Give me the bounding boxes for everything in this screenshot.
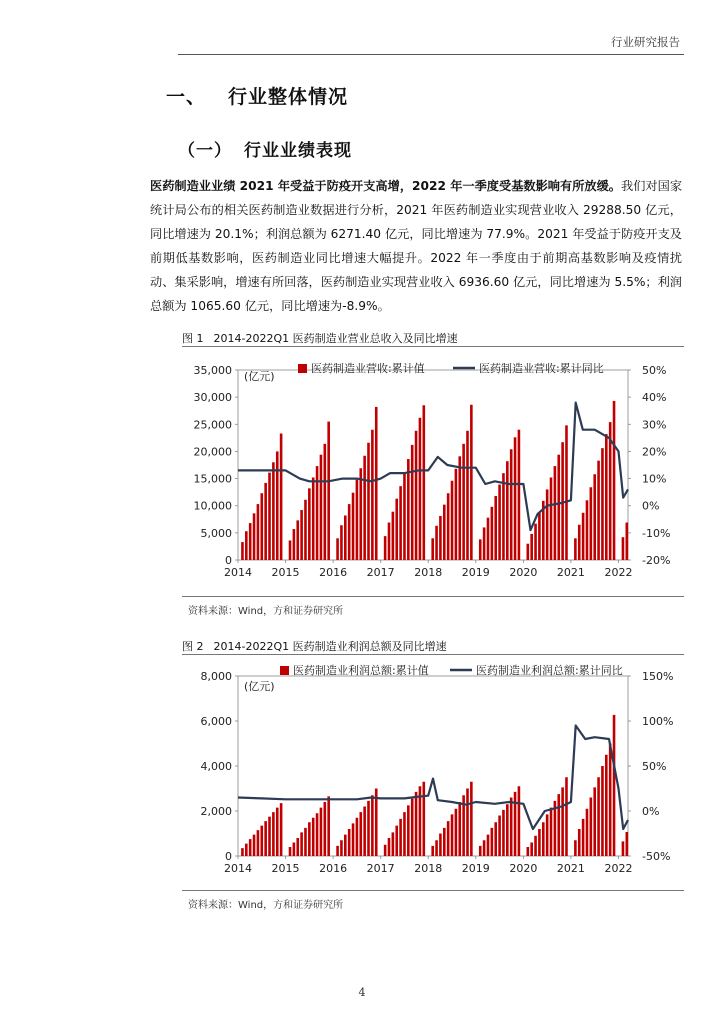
revenue-bar bbox=[304, 500, 307, 560]
revenue-bar bbox=[411, 799, 414, 856]
revenue-bar bbox=[546, 489, 549, 560]
paragraph-body: 我们对国家统计局公布的相关医药制造业数据进行分析，2021 年医药制造业实现营业收入 29288.50 亿元，同比增速为 20.1%；利润总额为 6271.40 亿元，同比增速为 77.9%。2021 年受益于防疫开支及前期低基数影响，医药制造业同比增速大幅提升。2022 年一季度由于前期高基数影响及疫情扰动、集采影响，增速有所回落，医药制造业实现营业收入 6936.60 亿元，同比增速为 5.5%；利润总额为 1065.60 亿元，同比增速为-8.9%。 bbox=[150, 179, 683, 313]
revenue-bar bbox=[626, 832, 629, 856]
revenue-bar bbox=[359, 468, 362, 560]
revenue-bar bbox=[470, 782, 473, 856]
y-tick-label: 6,000 bbox=[200, 715, 232, 728]
revenue-bar bbox=[403, 472, 406, 560]
revenue-bar bbox=[363, 807, 366, 857]
revenue-bar bbox=[352, 493, 355, 560]
revenue-bar bbox=[241, 848, 244, 856]
revenue-bar bbox=[574, 840, 577, 856]
revenue-bar bbox=[435, 526, 438, 560]
y2-tick-label: 150% bbox=[642, 670, 674, 683]
y-tick-label: 35,000 bbox=[193, 364, 232, 377]
revenue-bar bbox=[336, 846, 339, 856]
revenue-bar bbox=[605, 755, 608, 856]
growth-line bbox=[238, 403, 628, 530]
revenue-bar bbox=[320, 808, 323, 856]
revenue-bar bbox=[352, 823, 355, 856]
revenue-bar bbox=[348, 504, 351, 560]
revenue-bar bbox=[324, 444, 327, 560]
x-tick-label: 2018 bbox=[414, 566, 443, 579]
revenue-bar bbox=[613, 715, 616, 856]
y-axis-unit-label: (亿元) bbox=[244, 680, 275, 693]
revenue-bar bbox=[487, 835, 490, 856]
revenue-bar bbox=[483, 840, 486, 856]
figure1-rule bbox=[182, 346, 684, 347]
revenue-bar bbox=[253, 835, 256, 856]
revenue-bar bbox=[586, 809, 589, 856]
x-tick-label: 2014 bbox=[224, 566, 252, 579]
revenue-bar bbox=[447, 493, 450, 560]
y2-tick-label: 40% bbox=[642, 391, 667, 405]
revenue-bar bbox=[388, 523, 391, 560]
revenue-bar bbox=[451, 481, 454, 560]
revenue-bar bbox=[578, 525, 581, 560]
revenue-bar bbox=[320, 455, 323, 560]
revenue-bar bbox=[590, 487, 593, 560]
revenue-bar bbox=[395, 499, 398, 560]
revenue-bar bbox=[546, 814, 549, 856]
x-tick-label: 2019 bbox=[461, 862, 490, 875]
revenue-bar bbox=[487, 518, 490, 560]
revenue-bar bbox=[280, 803, 283, 856]
header-rule bbox=[178, 54, 684, 55]
revenue-bar bbox=[324, 802, 327, 856]
x-tick-label: 2017 bbox=[366, 566, 395, 579]
y2-tick-label: 0% bbox=[642, 805, 660, 818]
revenue-bar bbox=[403, 812, 406, 856]
revenue-bar bbox=[565, 777, 568, 856]
revenue-bar bbox=[554, 466, 557, 560]
figure2-source: 资料来源：Wind，方和证券研究所 bbox=[188, 900, 344, 911]
figure2-rule bbox=[182, 654, 684, 655]
revenue-bar bbox=[422, 782, 425, 856]
y-tick-label: 30,000 bbox=[193, 391, 232, 405]
revenue-bar bbox=[344, 515, 347, 560]
revenue-bar bbox=[466, 431, 469, 560]
subsection-heading bbox=[178, 136, 352, 161]
revenue-bar bbox=[590, 798, 593, 857]
legend-bar-label: 医药制造业利润总额:累计值 bbox=[293, 664, 429, 677]
y2-tick-label: 30% bbox=[642, 418, 667, 432]
revenue-bar bbox=[371, 430, 374, 560]
revenue-bar bbox=[462, 444, 465, 560]
revenue-bar bbox=[296, 520, 299, 560]
x-tick-label: 2020 bbox=[509, 862, 538, 875]
revenue-bar bbox=[447, 821, 450, 856]
x-tick-label: 2022 bbox=[604, 566, 633, 579]
revenue-bar bbox=[407, 805, 410, 856]
revenue-bar bbox=[340, 840, 343, 856]
y2-tick-label: -50% bbox=[642, 850, 671, 863]
figure2-caption: 2014-2022Q1 医药制造业利润总额及同比增速 bbox=[213, 640, 447, 653]
revenue-bar bbox=[514, 437, 517, 560]
revenue-bar bbox=[304, 828, 307, 856]
revenue-bar bbox=[518, 786, 521, 856]
revenue-bar bbox=[597, 461, 600, 560]
revenue-bar bbox=[308, 822, 311, 856]
revenue-bar bbox=[348, 829, 351, 856]
figure1-title bbox=[182, 330, 458, 346]
revenue-bar bbox=[530, 843, 533, 857]
revenue-bar bbox=[245, 531, 248, 560]
revenue-bar bbox=[601, 766, 604, 856]
revenue-bar bbox=[435, 840, 438, 856]
revenue-bar bbox=[356, 480, 359, 560]
y-tick-label: 20,000 bbox=[193, 445, 232, 459]
revenue-bar bbox=[392, 832, 395, 856]
x-tick-label: 2021 bbox=[556, 566, 585, 579]
revenue-bar bbox=[538, 513, 541, 560]
figure2-number: 图 2 bbox=[182, 640, 204, 653]
revenue-bar bbox=[593, 787, 596, 856]
revenue-chart bbox=[182, 350, 684, 590]
revenue-bar bbox=[443, 828, 446, 856]
revenue-bar bbox=[498, 816, 501, 857]
revenue-bar bbox=[272, 812, 275, 856]
revenue-bar bbox=[308, 488, 311, 560]
figure1-source: 资料来源：Wind，方和证券研究所 bbox=[188, 606, 344, 617]
section-number: 一、 bbox=[166, 86, 207, 108]
revenue-bar bbox=[443, 505, 446, 560]
y2-tick-label: 50% bbox=[642, 364, 667, 377]
revenue-bar bbox=[384, 845, 387, 856]
figure1-number: 图 1 bbox=[182, 332, 204, 345]
revenue-bar bbox=[392, 512, 395, 560]
revenue-bar bbox=[260, 826, 263, 856]
x-tick-label: 2016 bbox=[319, 862, 348, 875]
y-tick-label: 2,000 bbox=[200, 805, 232, 818]
revenue-bar bbox=[431, 538, 434, 560]
y-tick-label: 4,000 bbox=[200, 760, 232, 773]
revenue-bar bbox=[458, 802, 461, 856]
revenue-bar bbox=[340, 525, 343, 560]
revenue-bar bbox=[502, 473, 505, 560]
revenue-bar bbox=[336, 538, 339, 560]
revenue-bar bbox=[431, 846, 434, 856]
legend-line-label: 医药制造业营收:累计同比 bbox=[479, 362, 604, 375]
x-tick-label: 2016 bbox=[319, 566, 348, 579]
revenue-bar bbox=[276, 808, 279, 856]
revenue-bar bbox=[280, 434, 283, 560]
revenue-bar bbox=[363, 456, 366, 560]
revenue-bar bbox=[601, 448, 604, 560]
revenue-bar bbox=[586, 500, 589, 560]
revenue-bar bbox=[561, 787, 564, 856]
revenue-bar bbox=[422, 405, 425, 560]
revenue-bar bbox=[289, 540, 292, 560]
figure1-bottom-rule bbox=[182, 596, 684, 597]
y-tick-label: 0 bbox=[225, 554, 232, 567]
revenue-bar bbox=[371, 795, 374, 856]
revenue-bar bbox=[494, 496, 497, 560]
revenue-bar bbox=[455, 469, 458, 560]
x-tick-label: 2017 bbox=[366, 862, 395, 875]
revenue-bar bbox=[276, 451, 279, 560]
y2-tick-label: -20% bbox=[642, 554, 671, 567]
revenue-bar bbox=[439, 516, 442, 560]
revenue-bar bbox=[557, 794, 560, 856]
revenue-bar bbox=[455, 809, 458, 856]
revenue-bar bbox=[622, 841, 625, 856]
y2-tick-label: -10% bbox=[642, 526, 671, 540]
x-tick-label: 2018 bbox=[414, 862, 443, 875]
revenue-bar bbox=[415, 431, 418, 560]
revenue-bar bbox=[502, 810, 505, 856]
revenue-bar bbox=[399, 819, 402, 856]
revenue-bar bbox=[399, 486, 402, 560]
revenue-bar bbox=[597, 777, 600, 856]
revenue-bar bbox=[506, 804, 509, 856]
revenue-bar bbox=[510, 449, 513, 560]
revenue-bar bbox=[245, 844, 248, 856]
y-tick-label: 15,000 bbox=[193, 472, 232, 486]
y-tick-label: 10,000 bbox=[193, 499, 232, 513]
revenue-bar bbox=[451, 814, 454, 856]
revenue-bar bbox=[312, 477, 315, 560]
revenue-bar bbox=[609, 422, 612, 560]
revenue-bar bbox=[491, 828, 494, 856]
figure2-title bbox=[182, 638, 447, 654]
revenue-bar bbox=[289, 847, 292, 856]
revenue-bar bbox=[527, 544, 530, 560]
revenue-bar bbox=[388, 838, 391, 856]
revenue-bar bbox=[249, 523, 252, 560]
x-tick-label: 2019 bbox=[461, 566, 490, 579]
revenue-bar bbox=[491, 507, 494, 560]
x-tick-label: 2015 bbox=[271, 862, 300, 875]
revenue-bar bbox=[359, 812, 362, 856]
page-number: 4 bbox=[358, 986, 366, 999]
revenue-bar bbox=[419, 418, 422, 560]
revenue-bar bbox=[506, 461, 509, 560]
revenue-bar bbox=[514, 792, 517, 856]
revenue-bar bbox=[264, 483, 267, 560]
section-title: 行业整体情况 bbox=[228, 86, 349, 108]
revenue-bar bbox=[574, 538, 577, 560]
revenue-bar bbox=[605, 434, 608, 560]
revenue-bar bbox=[268, 473, 271, 560]
revenue-bar bbox=[550, 477, 553, 560]
revenue-bar bbox=[470, 405, 473, 560]
revenue-bar bbox=[609, 744, 612, 857]
revenue-bar bbox=[264, 821, 267, 856]
x-tick-label: 2022 bbox=[604, 862, 633, 875]
revenue-bar bbox=[296, 838, 299, 856]
x-tick-label: 2014 bbox=[224, 862, 252, 875]
revenue-bar bbox=[538, 829, 541, 856]
revenue-bar bbox=[241, 542, 244, 560]
revenue-bar bbox=[439, 834, 442, 857]
section-heading bbox=[166, 82, 348, 109]
revenue-bar bbox=[257, 830, 260, 856]
y2-tick-label: 20% bbox=[642, 445, 667, 459]
revenue-bar bbox=[367, 443, 370, 560]
revenue-bar bbox=[253, 513, 256, 560]
revenue-bar bbox=[257, 504, 260, 560]
revenue-bar bbox=[300, 510, 303, 560]
report-header-label: 行业研究报告 bbox=[611, 35, 680, 49]
revenue-bar bbox=[375, 407, 378, 560]
revenue-bar bbox=[498, 485, 501, 560]
revenue-bar bbox=[565, 425, 568, 560]
subsection-number: （一） bbox=[178, 141, 232, 161]
legend-line-label: 医药制造业利润总额:累计同比 bbox=[476, 664, 623, 677]
revenue-bar bbox=[293, 843, 296, 857]
revenue-bar bbox=[466, 789, 469, 857]
legend-bar-swatch bbox=[298, 364, 307, 373]
x-tick-label: 2020 bbox=[509, 566, 538, 579]
revenue-bar bbox=[542, 822, 545, 856]
revenue-bar bbox=[384, 536, 387, 560]
revenue-bar bbox=[300, 832, 303, 856]
revenue-bar bbox=[593, 474, 596, 560]
body-paragraph bbox=[150, 174, 682, 318]
revenue-bar bbox=[582, 819, 585, 856]
revenue-bar bbox=[561, 442, 564, 560]
revenue-bar bbox=[260, 493, 263, 560]
revenue-bar bbox=[356, 818, 359, 856]
revenue-bar bbox=[582, 513, 585, 560]
revenue-bar bbox=[527, 847, 530, 856]
growth-line bbox=[238, 726, 628, 830]
revenue-bar bbox=[327, 422, 330, 560]
revenue-bar bbox=[293, 529, 296, 560]
revenue-bar bbox=[534, 836, 537, 856]
revenue-bar bbox=[622, 537, 625, 560]
revenue-bar bbox=[395, 826, 398, 856]
revenue-bar bbox=[510, 798, 513, 857]
revenue-bar bbox=[550, 808, 553, 856]
plot-area bbox=[238, 676, 628, 856]
revenue-bar bbox=[479, 846, 482, 856]
revenue-bar bbox=[479, 539, 482, 560]
x-tick-label: 2015 bbox=[271, 566, 300, 579]
revenue-bar bbox=[316, 813, 319, 856]
revenue-bar bbox=[344, 835, 347, 856]
revenue-bar bbox=[268, 817, 271, 856]
figure1-caption: 2014-2022Q1 医药制造业营业总收入及同比增速 bbox=[213, 332, 458, 345]
y-tick-label: 8,000 bbox=[200, 670, 232, 683]
y2-tick-label: 100% bbox=[642, 715, 674, 728]
paragraph-lead: 医药制造业业绩 2021 年受益于防疫开支高增，2022 年一季度受基数影响有所放缓。 bbox=[150, 179, 622, 193]
revenue-bar bbox=[530, 534, 533, 560]
y2-tick-label: 50% bbox=[642, 760, 667, 773]
revenue-bar bbox=[249, 839, 252, 856]
revenue-bar bbox=[316, 466, 319, 560]
revenue-bar bbox=[367, 801, 370, 856]
y-tick-label: 0 bbox=[225, 850, 232, 863]
y-tick-label: 25,000 bbox=[193, 418, 232, 432]
revenue-bar bbox=[626, 523, 629, 560]
y2-tick-label: 10% bbox=[642, 472, 667, 486]
y2-tick-label: 0% bbox=[642, 499, 660, 513]
revenue-bar bbox=[494, 822, 497, 856]
revenue-bar bbox=[272, 462, 275, 560]
legend-bar-swatch bbox=[280, 666, 289, 675]
subsection-title: 行业业绩表现 bbox=[244, 141, 352, 161]
y-axis-unit-label: (亿元) bbox=[244, 370, 275, 383]
revenue-bar bbox=[458, 456, 461, 560]
revenue-bar bbox=[407, 459, 410, 560]
x-tick-label: 2021 bbox=[556, 862, 585, 875]
revenue-bar bbox=[557, 455, 560, 560]
revenue-bar bbox=[518, 430, 521, 560]
revenue-bar bbox=[578, 829, 581, 856]
y-tick-label: 5,000 bbox=[200, 526, 232, 540]
revenue-bar bbox=[312, 818, 315, 856]
figure2-bottom-rule bbox=[182, 890, 684, 891]
revenue-bar bbox=[534, 524, 537, 560]
revenue-bar bbox=[613, 401, 616, 560]
profit-chart bbox=[182, 658, 684, 886]
revenue-bar bbox=[327, 796, 330, 856]
revenue-bar bbox=[483, 527, 486, 560]
legend-bar-label: 医药制造业营收:累计值 bbox=[311, 362, 425, 375]
revenue-bar bbox=[411, 445, 414, 560]
revenue-bar bbox=[415, 792, 418, 856]
